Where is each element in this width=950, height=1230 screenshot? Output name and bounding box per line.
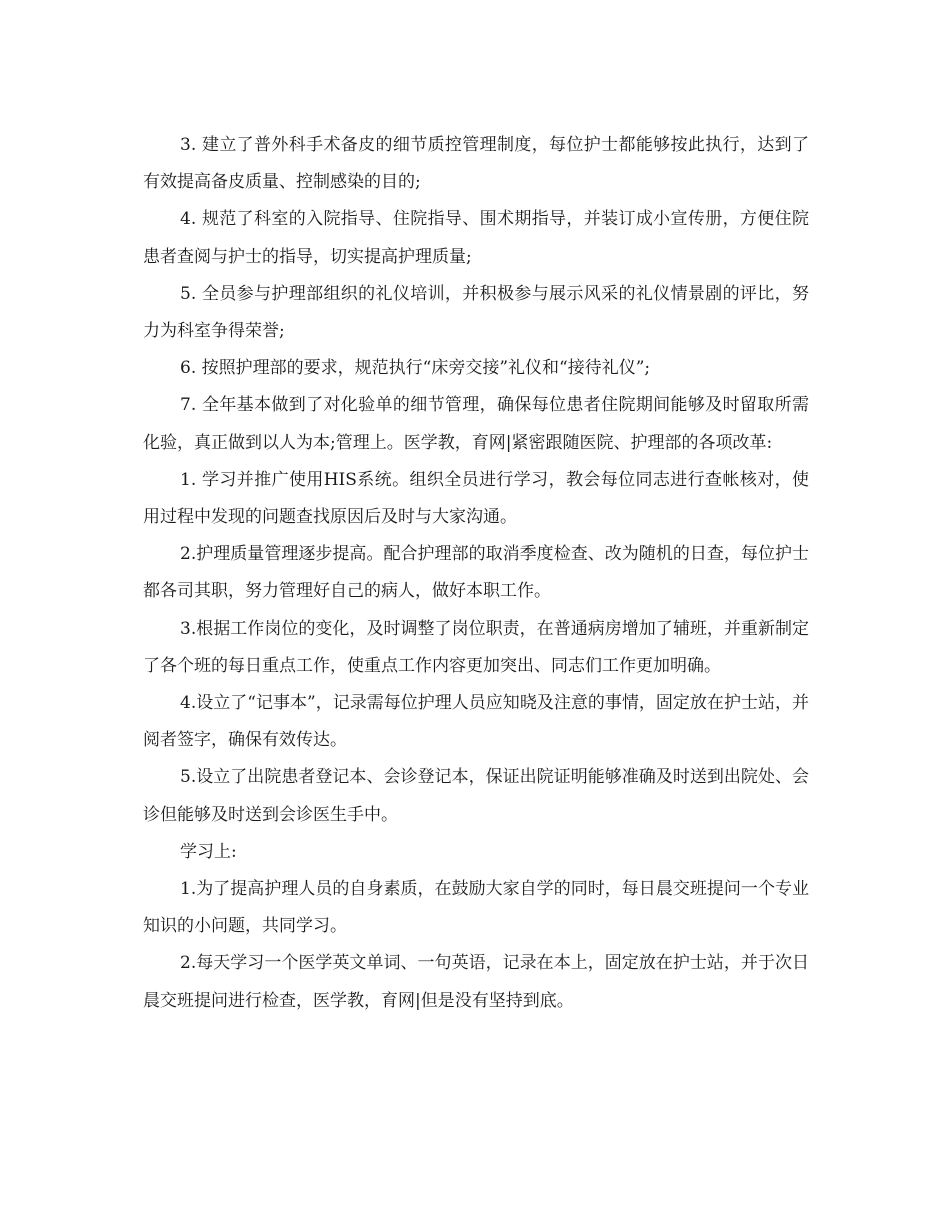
section-heading-study: 学习上: (180, 841, 237, 862)
paragraph-mgmt-4-notebook: 4.设立了“记事本”，记录需每位护理人员应知晓及注意的事情，固定放在护士站，并阅者签字，确保有效传达。 (143, 693, 809, 751)
document-body (143, 127, 809, 1020)
paragraph-item-4-guidance: 4. 规范了科室的入院指导、住院指导、围术期指导，并装订成小宣传册，方便住院患者查阅与护士的指导，切实提高护理质量; (143, 209, 809, 267)
paragraph-mgmt-1-his-system: 1. 学习并推广使用HIS系统。组织全员进行学习，教会每位同志进行查帐核对，使用过程中发现的问题查找原因后及时与大家沟通。 (143, 469, 809, 528)
paragraph-mgmt-5-registers: 5.设立了出院患者登记本、会诊登记本，保证出院证明能够准确及时送到出院处、会诊但能够及时送到会诊医生手中。 (143, 767, 809, 825)
paragraph-study-1-daily-question: 1.为了提高护理人员的自身素质，在鼓励大家自学的同时，每日晨交班提问一个专业知识的小问题，共同学习。 (143, 879, 809, 937)
paragraph-item-6-handover-etiquette: 6. 按照护理部的要求，规范执行“床旁交接”礼仪和“接待礼仪”; (180, 358, 651, 379)
paragraph-item-3-skin-prep: 3. 建立了普外科手术备皮的细节质控管理制度，每位护士都能够按此执行，达到了有效提高备皮质量、控制感染的目的; (143, 135, 809, 193)
paragraph-item-7-lab-management: 7. 全年基本做到了对化验单的细节管理，确保每位患者住院期间能够及时留取所需化验，真正做到以人为本;管理上。医学教，育网|紧密跟随医院、护理部的各项改革: (143, 395, 809, 453)
paragraph-mgmt-3-responsibilities: 3.根据工作岗位的变化，及时调整了岗位职责，在普通病房增加了辅班，并重新制定了各个班的每日重点工作，使重点工作内容更加突出、同志们工作更加明确。 (143, 618, 809, 676)
paragraph-item-5-etiquette-training: 5. 全员参与护理部组织的礼仪培训，并积极参与展示风采的礼仪情景剧的评比，努力为科室争得荣誉; (143, 283, 809, 342)
paragraph-study-2-english: 2.每天学习一个医学英文单词、一句英语，记录在本上，固定放在护士站，并于次日晨交班提问进行检查，医学教，育网|但是没有坚持到底。 (143, 953, 809, 1011)
paragraph-mgmt-2-quality: 2.护理质量管理逐步提高。配合护理部的取消季度检查、改为随机的日查，每位护士都各司其职，努力管理好自己的病人，做好本职工作。 (143, 544, 809, 602)
